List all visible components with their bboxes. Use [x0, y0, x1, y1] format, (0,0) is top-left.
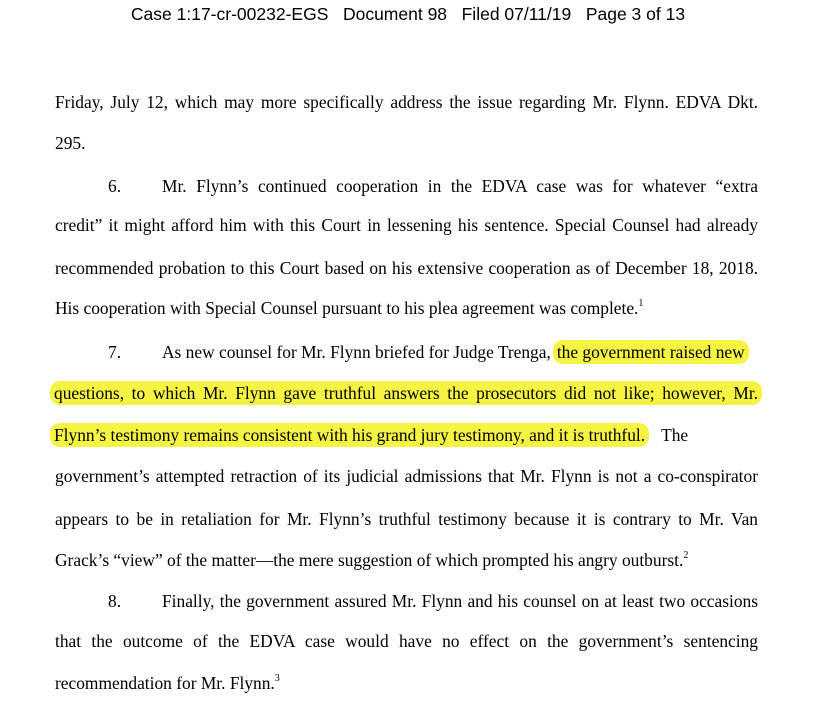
paragraph-number: 6. [108, 176, 122, 196]
text-line: Friday, July 12, which may more specifically address the issue regarding Mr. Flynn. EDVA Dkt. [55, 92, 758, 112]
paragraph-8-first-line: 8. Finally, the government assured Mr. Flynn and his counsel on at least two occasions [55, 590, 758, 612]
text-line: appears to be in retaliation for Mr. Flynn’s truthful testimony because it is contrary to Mr. Van [55, 509, 758, 529]
text-line: credit” it might afford him with this Court in lessening his sentence. Special Counsel had already [55, 215, 758, 235]
text-line: recommendation for Mr. Flynn.$^3$ [55, 673, 280, 693]
highlighted-text: questions, to which Mr. Flynn gave truthful answers the prosecutors did not like; however, Mr. [50, 381, 762, 405]
text-line: Flynn’s testimony remains consistent with his grand jury testimony, and it is truthful. The [50, 424, 753, 446]
paragraph-number: 8. [108, 591, 122, 611]
highlighted-text: Flynn’s testimony remains consistent with his grand jury testimony, and it is truthful. [50, 423, 649, 447]
paragraph-6-first-line: 6. Mr. Flynn’s continued cooperation in the EDVA case was for whatever “extra [55, 175, 758, 197]
footnote-ref: 3 [274, 673, 280, 684]
case-header: Case 1:17-cr-00232-EGS Document 98 Filed 07/11/19 Page 3 of 13 [130, 4, 686, 24]
text-line: Grack’s “view” of the matter—the mere suggestion of which prompted his angry outburst.$^2$ [55, 550, 689, 570]
text-line: that the outcome of the EDVA case would have no effect on the government’s sentencing [55, 631, 758, 651]
text-line: His cooperation with Special Counsel pursuant to his plea agreement was complete.$^1$ [55, 298, 644, 318]
text-line [50, 382, 762, 404]
text-line: recommended probation to this Court based on his extensive cooperation as of December 18, 2018. [55, 258, 758, 278]
paragraph-7-first-line: 7. As new counsel for Mr. Flynn briefed for Judge Trenga, the government raised new [55, 341, 758, 363]
paragraph-number: 7. [108, 342, 122, 362]
footnote-ref: 1 [638, 298, 644, 309]
text-line: government’s attempted retraction of its judicial admissions that Mr. Flynn is not a co-conspirator [55, 466, 758, 486]
text-line: 295. [55, 133, 86, 153]
highlighted-text: the government raised new [553, 340, 749, 364]
footnote-ref: 2 [683, 550, 689, 561]
